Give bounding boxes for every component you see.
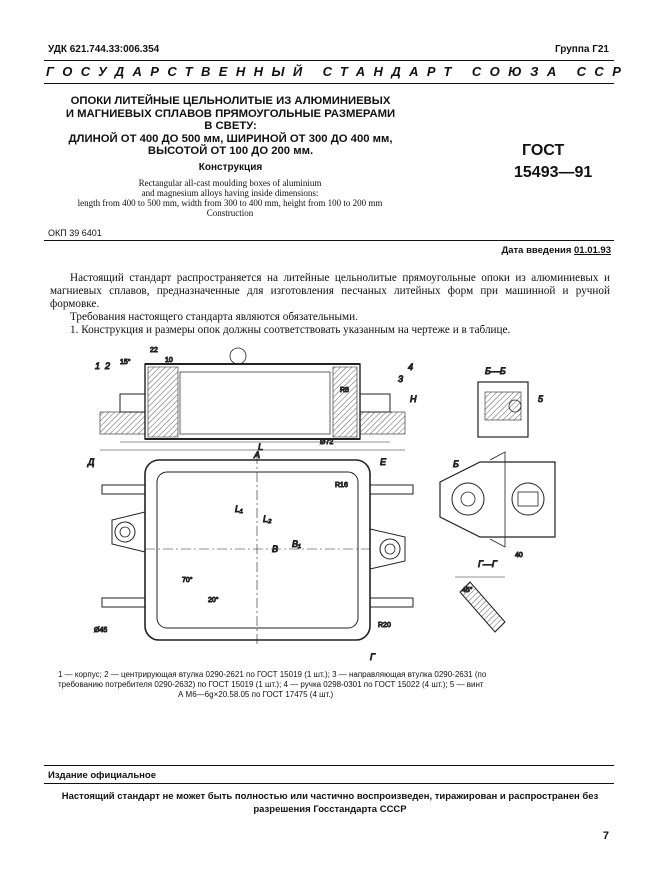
- dim-70-label: 70°: [182, 577, 193, 584]
- r20-label: R20: [378, 622, 391, 629]
- official-rule: [44, 783, 614, 784]
- group-code: Группа Г21: [554, 44, 609, 55]
- view-g-label: Г: [370, 652, 375, 662]
- dim-b1-label: B₁: [292, 539, 301, 549]
- caption-line: А М6—6g×20.58.05 по ГОСТ 17475 (4 шт.): [178, 690, 334, 699]
- introduction-date: [501, 245, 611, 256]
- caption-line: требованию потребителя 0290-2632) по ГОСТ 15019 (1 шт.); 4 — ручка 0298-0301 по ГОСТ 15022 (4 шт.); 5 — винт: [58, 680, 484, 689]
- dim-10-label: 10: [165, 357, 173, 364]
- view-d-label: Д: [88, 457, 95, 467]
- dim-l1-label: L₁: [235, 504, 243, 514]
- callout-2: 2: [105, 361, 111, 371]
- dim-72-label: Ø72: [320, 439, 334, 446]
- title-line: ДЛИНОЙ ОТ 400 ДО 500 мм, ШИРИНОЙ ОТ 300 ДО 400 мм,: [68, 132, 393, 145]
- udk-code: УДК 621.744.33:006.354: [48, 44, 160, 55]
- dim-15-label: 15°: [120, 359, 131, 366]
- official-edition: Издание официальное: [48, 770, 156, 781]
- construction-subtitle: Конструкция: [198, 162, 263, 173]
- title-line: И МАГНИЕВЫХ СПЛАВОВ ПРЯМОУГОЛЬНЫЕ РАЗМЕРАМИ: [65, 107, 396, 120]
- dim-b-label: B: [272, 544, 279, 554]
- copyright-notice: [60, 790, 600, 816]
- document-title: [48, 95, 413, 158]
- copyright-line: разрешения Госстандарта СССР: [253, 804, 407, 815]
- callout-4: 4: [408, 362, 414, 372]
- dim-45-label: 45°: [462, 587, 473, 594]
- state-standard-banner: ГОСУДАРСТВЕННЫЙ СТАНДАРТ СОЮЗА ССР: [46, 64, 630, 79]
- paragraph-scope: Настоящий стандарт распространяется на литейные цельнолитые прямоугольные опоки из алюминиевых и магниевых сплавов, предназначенные для изготовления песчаных литейных форм при машинной и ручной формовке.: [50, 272, 610, 310]
- header-rule: [44, 240, 614, 241]
- section-g-g: [455, 577, 505, 632]
- section-bb-label: Б—Б: [485, 366, 506, 376]
- title-line: ОПОКИ ЛИТЕЙНЫЕ ЦЕЛЬНОЛИТЫЕ ИЗ АЛЮМИНИЕВЫХ: [70, 95, 391, 107]
- top-rule: [44, 60, 614, 61]
- date-value: 01.01.93: [574, 245, 611, 256]
- side-section-view: [100, 348, 405, 450]
- r8-label: R8: [340, 387, 349, 394]
- english-line: and magnesium alloys having inside dimensions:: [141, 188, 319, 198]
- dim-a-label: A: [254, 450, 261, 460]
- view-b-label: Б: [453, 459, 459, 469]
- gost-number-block: [514, 140, 592, 184]
- dim-l-label: L: [258, 442, 264, 452]
- title-line: ВЫСОТОЙ ОТ 100 ДО 200 мм.: [147, 145, 314, 157]
- phi45-label: Ø45: [94, 627, 108, 634]
- drawing-caption: [58, 670, 608, 700]
- dim-40-label: 40: [515, 552, 523, 559]
- copyright-line: Настоящий стандарт не может быть полностью или частично воспроизведен, тиражирован и распространен без: [61, 791, 599, 802]
- caption-line: 1 — корпус; 2 — центрирующая втулка 0290-2621 по ГОСТ 15019 (1 шт.); 3 — направляющая втулка 0290-2631 (по: [58, 670, 487, 679]
- paragraph-mandatory: Требования настоящего стандарта являются обязательными.: [70, 311, 358, 323]
- paragraph-construction: 1. Конструкция и размеры опок должны соответствовать указанным на чертеже и в таблице.: [70, 324, 511, 336]
- english-line: Rectangular all-cast moulding boxes of aluminium: [138, 178, 322, 188]
- english-line: length from 400 to 500 mm, width from 300 to 400 mm, height from 100 to 200 mm: [77, 198, 383, 208]
- page-number: 7: [602, 830, 609, 842]
- dim-h-label: H: [410, 394, 417, 404]
- r16-label: R16: [335, 482, 348, 489]
- gost-number: 15493—91: [514, 164, 593, 181]
- date-label: Дата введения: [501, 245, 572, 256]
- dim-l2-label: L₂: [263, 514, 272, 524]
- plan-view: [102, 454, 413, 647]
- okp-code: ОКП 39 6401: [48, 228, 102, 238]
- callout-1: 1: [95, 361, 101, 371]
- callout-5: 5: [538, 394, 544, 404]
- view-e-label: Е: [380, 457, 387, 467]
- english-line: Construction: [206, 208, 254, 218]
- section-gg-label: Г—Г: [478, 559, 497, 569]
- section-b-b: [478, 382, 528, 437]
- technical-drawing: [60, 342, 605, 667]
- dim-22-label: 22: [150, 347, 158, 354]
- callout-3: 3: [398, 374, 404, 384]
- footer-rule: [44, 765, 614, 766]
- gost-label: ГОСТ: [522, 142, 565, 159]
- banner-rule: [44, 83, 614, 84]
- dim-20-label: 20°: [208, 597, 219, 604]
- english-title: [46, 178, 414, 218]
- title-line: В СВЕТУ:: [204, 120, 257, 132]
